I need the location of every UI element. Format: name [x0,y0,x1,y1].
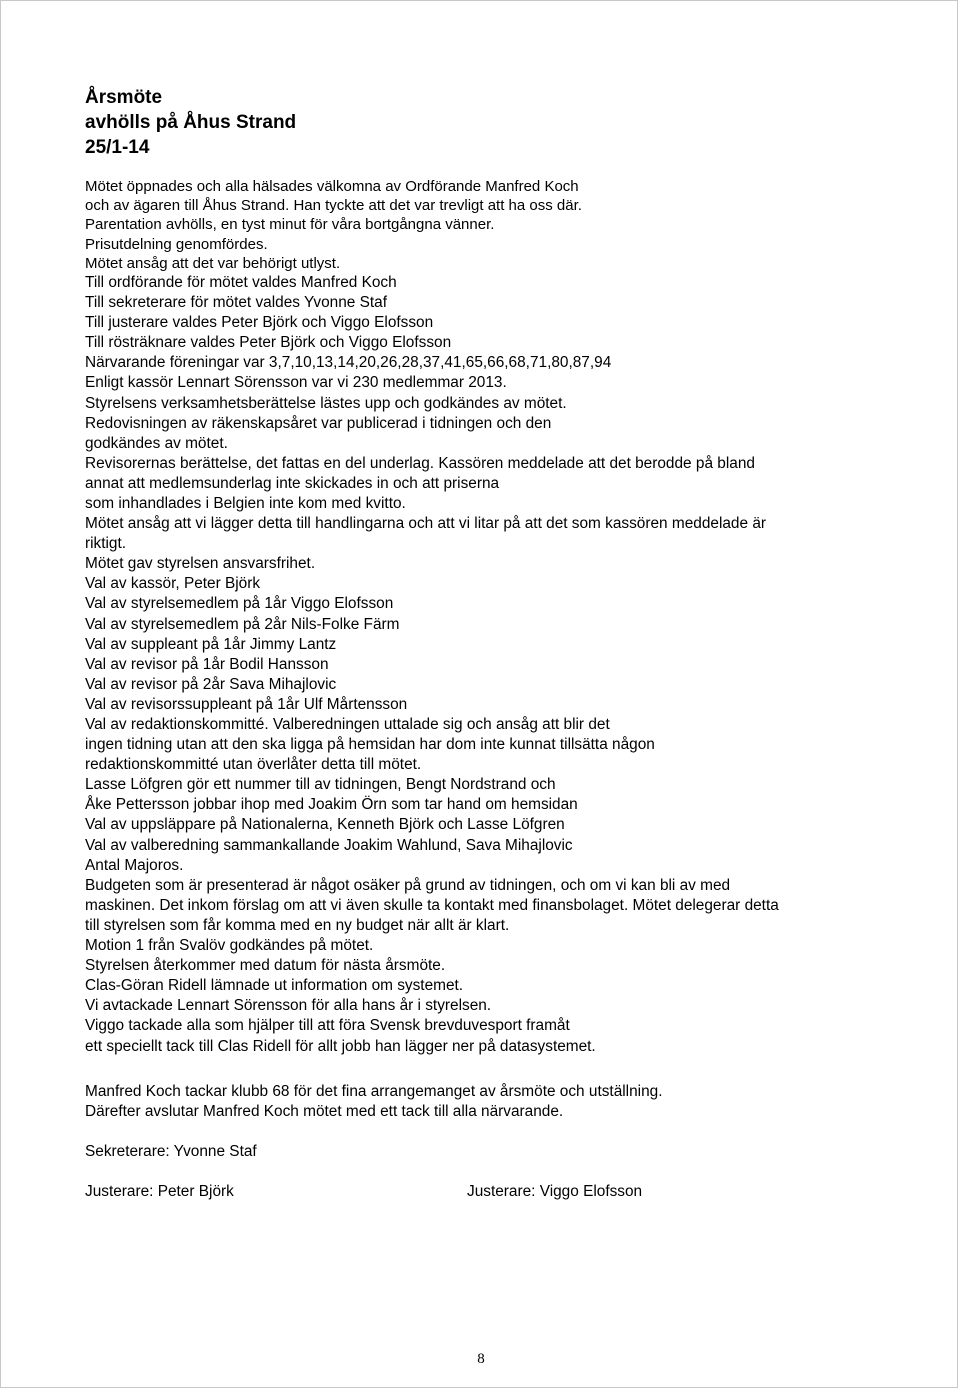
meeting-minutes-body [85,177,885,1057]
text-line: Revisorernas berättelse, det fattas en del underlag. Kassören meddelade att det berodde på bland [85,454,755,472]
text-line: Val av revisor på 1år Bodil Hansson [85,655,329,673]
text-line: Viggo tackade alla som hjälper till att föra Svensk brevduvesport framåt [85,1017,570,1035]
adjuster-signature-1: Justerare: Peter Björk [85,1183,234,1200]
text-line: godkändes av mötet. [85,434,228,452]
text-line: och av ägaren till Åhus Strand. Han tyckte att det var trevligt att ha oss där. [85,197,582,215]
document-title [85,85,296,160]
text-line: Redovisningen av räkenskapsåret var publicerad i tidningen och den [85,414,552,432]
secretary-signature: Sekreterare: Yvonne Staf [85,1143,257,1160]
text-line: Mötet öppnades och alla hälsades välkomna av Ordförande Manfred Koch [85,178,579,195]
text-line: riktigt. [85,535,127,553]
text-line: Närvarande föreningar var 3,7,10,13,14,20,26,28,37,41,65,66,68,71,80,87,94 [85,354,612,372]
text-line: som inhandlades i Belgien inte kom med kvitto. [85,494,406,512]
text-line: Parentation avhölls, en tyst minut för våra bortgångna vänner. [85,216,495,234]
text-line: Mötet gav styrelsen ansvarsfrihet. [85,555,316,573]
text-line: Till sekreterare för mötet valdes Yvonne Staf [85,294,387,312]
text-line: Clas-Göran Ridell lämnade ut information om systemet. [85,977,464,995]
intro-section [85,177,885,273]
text-line: Prisutdelning genomfördes. [85,235,268,253]
text-line: Mötet ansåg att det var behörigt utlyst. [85,254,341,272]
text-line: Antal Majoros. [85,856,184,874]
text-line: Val av revisorssuppleant på 1år Ulf Mårtensson [85,695,408,713]
text-line: Till ordförande för mötet valdes Manfred Koch [85,273,397,291]
text-line: Vi avtackade Lennart Sörensson för alla hans år i styrelsen. [85,997,492,1015]
text-line: Därefter avslutar Manfred Koch mötet med ett tack till alla närvarande. [85,1103,564,1120]
text-line: till styrelsen som får komma med en ny budget när allt är klart. [85,916,510,934]
text-line: Val av styrelsemedlem på 1år Viggo Elofsson [85,595,394,613]
title-line-location: avhölls på Åhus Strand [85,112,297,133]
text-line: redaktionskommitté utan överlåter detta till mötet. [85,756,422,774]
closing-section [85,1082,662,1122]
text-line: Val av suppleant på 1år Jimmy Lantz [85,635,337,653]
text-line: Åke Pettersson jobbar ihop med Joakim Örn som tar hand om hemsidan [85,796,578,814]
text-line: Val av kassör, Peter Björk [85,575,261,593]
title-line-meeting: Årsmöte [85,87,163,108]
text-line: Styrelsens verksamhetsberättelse lästes upp och godkändes av mötet. [85,394,567,412]
text-line: Till justerare valdes Peter Björk och Viggo Elofsson [85,314,434,332]
title-line-date: 25/1-14 [85,137,150,158]
text-line: Val av revisor på 2år Sava Mihajlovic [85,675,337,693]
text-line: Val av valberedning sammankallande Joakim Wahlund, Sava Mihajlovic [85,836,573,854]
text-line: Budgeten som är presenterad är något osäker på grund av tidningen, och om vi kan bli av med [85,876,731,894]
text-line: Manfred Koch tackar klubb 68 för det fina arrangemanget av årsmöte och utställning. [85,1083,663,1100]
text-line: Enligt kassör Lennart Sörensson var vi 230 medlemmar 2013. [85,374,507,392]
text-line: Styrelsen återkommer med datum för nästa årsmöte. [85,957,446,975]
text-line: annat att medlemsunderlag inte skickades in och att priserna [85,474,500,492]
main-section [85,273,885,1057]
text-line: Val av redaktionskommitté. Valberedningen uttalade sig och ansåg att blir det [85,716,610,733]
text-line: Lasse Löfgren gör ett nummer till av tidningen, Bengt Nordstrand och [85,776,556,794]
text-line: Motion 1 från Svalöv godkändes på mötet. [85,937,374,955]
text-line: maskinen. Det inkom förslag om att vi även skulle ta kontakt med finansbolaget. Mötet delegerar detta [85,896,779,914]
text-line: ingen tidning utan att den ska ligga på hemsidan har dom inte kunnat tillsätta någon [85,736,655,754]
adjuster-signature-2: Justerare: Viggo Elofsson [467,1183,643,1200]
text-line: Mötet ansåg att vi lägger detta till handlingarna och att vi litar på att det som kassören meddelade är [85,515,766,533]
page-number: 8 [477,1351,485,1367]
text-line: Till rösträknare valdes Peter Björk och Viggo Elofsson [85,334,452,352]
text-line: Val av styrelsemedlem på 2år Nils-Folke Färm [85,615,400,633]
text-line: ett speciellt tack till Clas Ridell för allt jobb han lägger ner på datasystemet. [85,1037,596,1055]
text-line: Val av uppsläppare på Nationalerna, Kenneth Björk och Lasse Löfgren [85,816,565,834]
